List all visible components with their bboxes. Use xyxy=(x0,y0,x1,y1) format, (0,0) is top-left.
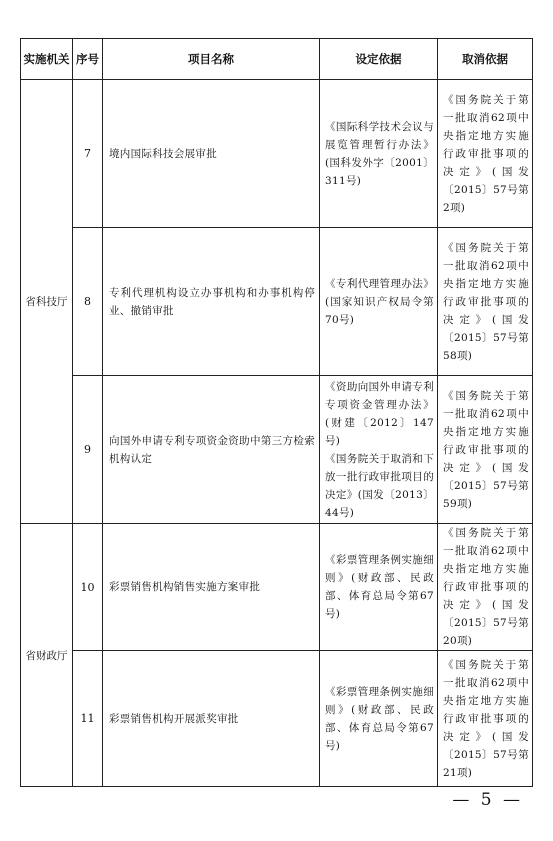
basis-cell: 《专利代理管理办法》(国家知识产权局令第70号) xyxy=(320,228,438,376)
header-basis: 设定依据 xyxy=(320,39,438,80)
basis-cell: 《国际科学技术会议与展览管理暂行办法》(国科发外字〔2001〕311号) xyxy=(320,80,438,228)
seq-cell: 11 xyxy=(73,651,103,787)
agency-cell: 省科技厅 xyxy=(21,80,73,524)
page-number: — 5 — xyxy=(452,790,523,810)
item-name-cell: 彩票销售机构销售实施方案审批 xyxy=(103,524,320,651)
cancel-basis-cell: 《国务院关于第一批取消62项中央指定地方实施行政审批事项的决定》(国发〔2015〕57号第20项) xyxy=(438,524,533,651)
seq-cell: 7 xyxy=(73,80,103,228)
basis-cell: 《彩票管理条例实施细则》(财政部、民政部、体育总局令第67号) xyxy=(320,524,438,651)
cancel-basis-cell: 《国务院关于第一批取消62项中央指定地方实施行政审批事项的决定》(国发〔2015〕57号第58项) xyxy=(438,228,533,376)
item-name-cell: 彩票销售机构开展派奖审批 xyxy=(103,651,320,787)
cancel-basis-cell: 《国务院关于第一批取消62项中央指定地方实施行政审批事项的决定》(国发〔2015〕57号第59项) xyxy=(438,376,533,524)
cancel-basis-cell: 《国务院关于第一批取消62项中央指定地方实施行政审批事项的决定》(国发〔2015〕57号第2项) xyxy=(438,80,533,228)
seq-cell: 10 xyxy=(73,524,103,651)
table-header-row xyxy=(21,39,533,80)
table-row xyxy=(21,80,533,228)
approval-items-table xyxy=(20,38,533,787)
table-row xyxy=(21,651,533,787)
agency-cell: 省财政厅 xyxy=(21,524,73,787)
header-name: 项目名称 xyxy=(103,39,320,80)
seq-cell: 8 xyxy=(73,228,103,376)
cancel-basis-cell: 《国务院关于第一批取消62项中央指定地方实施行政审批事项的决定》(国发〔2015〕57号第21项) xyxy=(438,651,533,787)
basis-cell: 《彩票管理条例实施细则》(财政部、民政部、体育总局令第67号) xyxy=(320,651,438,787)
header-cancel: 取消依据 xyxy=(438,39,533,80)
item-name-cell: 向国外申请专利专项资金资助中第三方检索机构认定 xyxy=(103,376,320,524)
table-row xyxy=(21,376,533,524)
header-agency: 实施机关 xyxy=(21,39,73,80)
table-row xyxy=(21,228,533,376)
seq-cell: 9 xyxy=(73,376,103,524)
table-row xyxy=(21,524,533,651)
basis-cell: 《资助向国外申请专利专项资金管理办法》(财建〔2012〕147号) 《国务院关于取消和下放一批行政审批项目的决定》(国发〔2013〕44号) xyxy=(320,376,438,524)
header-seq: 序号 xyxy=(73,39,103,80)
item-name-cell: 专利代理机构设立办事机构和办事机构停业、撤销审批 xyxy=(103,228,320,376)
item-name-cell: 境内国际科技会展审批 xyxy=(103,80,320,228)
